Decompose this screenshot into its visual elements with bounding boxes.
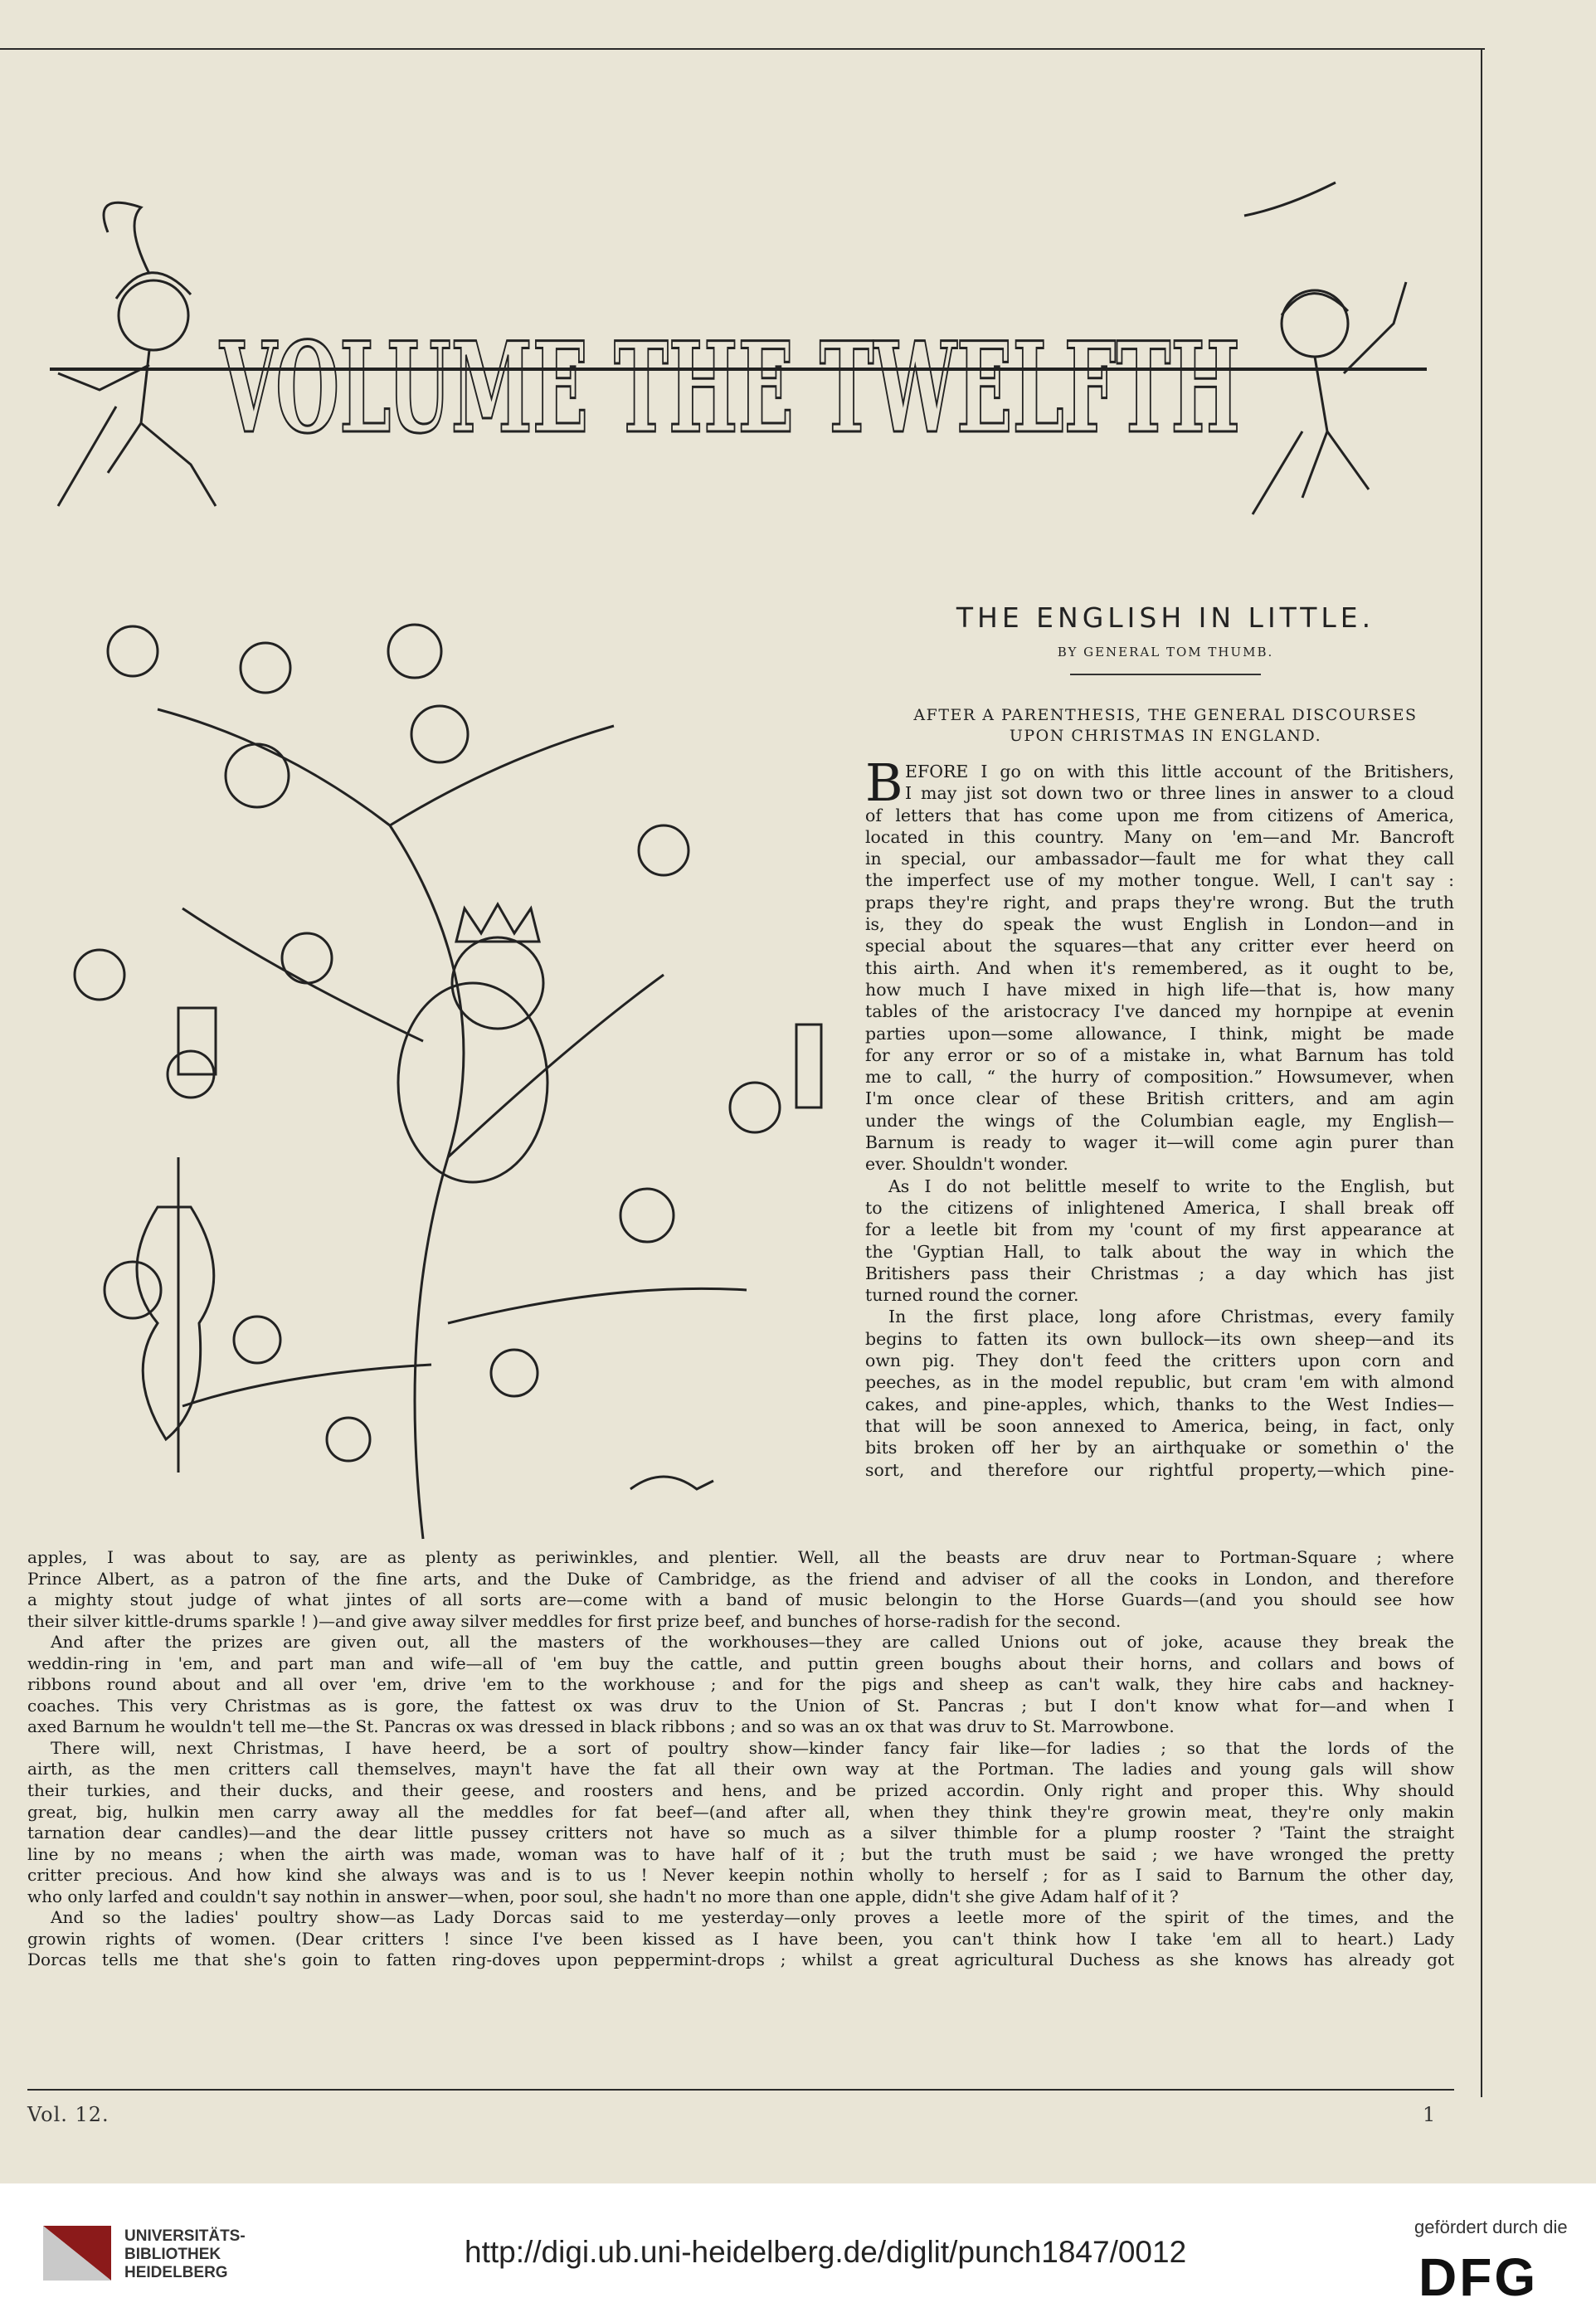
column-text-line: I may jist sot down two or three lines in answer to a cloud	[905, 783, 1454, 804]
article-column	[865, 752, 1454, 1481]
left-jester-sword	[58, 406, 116, 506]
left-jester-head	[119, 280, 188, 350]
article-full-width-text	[27, 1547, 1454, 1971]
body-text-line: great, big, hulkin men carry away all the meddles for fat beef—(and after all, when they think they're growin meat, they're only makin	[27, 1801, 1454, 1822]
central-king-figure	[398, 983, 547, 1182]
column-text-line: Britishers pass their Christmas ; a day which has jist	[865, 1263, 1454, 1283]
column-text-line: for a leetle bit from my 'count of my first appearance at	[865, 1219, 1454, 1240]
bottom-rule	[27, 2089, 1454, 2091]
body-text-line: axed Barnum he wouldn't tell me—the St. Pancras ox was dressed in black ribbons ; and so was an ox that was druv to St. Marrowbone.	[27, 1716, 1175, 1737]
column-text-line: tables of the aristocracy I've danced my hornpipe at evenin	[865, 1001, 1454, 1022]
column-text-line: in special, our ambassador—fault me for what they call	[865, 849, 1454, 869]
library-name-line-1: UNIVERSITÄTS-	[124, 2227, 246, 2245]
column-text-line: under the wings of the Columbian eagle, my English—	[865, 1110, 1454, 1131]
banner-title: VOLUME THE TWELFTH	[219, 315, 1241, 461]
body-text-line: coaches. This very Christmas as is gore, the fattest ox was druv to the Union of St. Pancras ; but I don't know what for—and when I	[27, 1695, 1454, 1716]
body-text-line: Prince Albert, as a patron of the fine arts, and the Duke of Cambridge, as the friend and adviser of all the cooks in London, and therefore	[27, 1568, 1454, 1589]
library-name-line-3: HEIDELBERG	[124, 2264, 228, 2281]
column-text-line: of letters that has come upon me from citizens of America,	[865, 805, 1454, 825]
column-text-line: sort, and therefore our rightful property,—which pine-	[865, 1459, 1454, 1480]
top-rule	[0, 48, 1485, 50]
column-text-line: EFORE I go on with this little account of the Britishers,	[905, 762, 1454, 781]
body-text-line: a mighty stout judge of what jintes of all sorts are—come with a band of music belongin to the Horse Guards—(and you should see how	[27, 1589, 1454, 1610]
article-byline: BY GENERAL TOM THUMB.	[1057, 645, 1274, 660]
library-name	[124, 2227, 246, 2282]
sprite-13	[234, 1317, 280, 1363]
sprite-5	[411, 706, 468, 762]
body-text-line: airth, as the men critters call themselves, mayn't have the fat all their own way at the Portman. The ladies and young gals will show	[27, 1759, 1454, 1779]
sprite-6	[75, 950, 124, 1000]
drop-cap: B	[865, 752, 903, 813]
body-text-line: weddin-ring in 'em, and part man and wife—all of 'em buy the cattle, and puttin green boughs about their horns, and collars and bows of	[27, 1653, 1454, 1673]
column-text-line: peeches, as in the model republic, but cram 'em with almond	[865, 1372, 1454, 1393]
source-url-link[interactable]: http://digi.ub.uni-heidelberg.de/diglit/punch1847/0012	[465, 2235, 1187, 2269]
column-text-line: As I do not belittle meself to write to the English, but	[888, 1176, 1454, 1196]
column-text-line: I'm once clear of these British critters, and am agin	[865, 1088, 1454, 1109]
body-text-line: And so the ladies' poultry show—as Lady Dorcas said to me yesterday—only proves a leetle more of the spirit of the times, and the	[51, 1907, 1454, 1928]
right-rule	[1481, 48, 1482, 2097]
body-text-line: their turkies, and their ducks, and their geese, and roosters and hens, and be prized accordin. Only right and proper this. Why should	[27, 1780, 1454, 1801]
title-rule	[1070, 674, 1261, 675]
body-text-line: line by no means ; when the airth was made, woman was to have half of it ; but the truth must be said ; we have wronged the pretty	[27, 1843, 1454, 1864]
sprite-4	[226, 744, 289, 807]
column-text-line: this airth. And when it's remembered, as it ought to be,	[865, 957, 1454, 978]
library-name-line-2: BIBLIOTHEK	[124, 2246, 221, 2263]
sprite-10	[730, 1083, 780, 1132]
bird	[630, 1477, 713, 1489]
column-text-line: that will be soon annexed to America, being, in fact, only	[865, 1415, 1454, 1436]
body-text-line: growin rights of women. (Dear critters ! since I've been kissed as I have been, you can't think how I take 'em all to heart.) Lady	[27, 1928, 1454, 1949]
tree-trunk	[158, 709, 747, 1539]
volume-number: Vol. 12.	[27, 2103, 109, 2126]
body-text-line: apples, I was about to say, are as plenty as periwinkles, and plentier. Well, all the beasts are druv near to Portman-Square ; where	[27, 1547, 1454, 1567]
sprite-3	[388, 625, 441, 678]
column-text-line: located in this country. Many on 'em—and Mr. Bancroft	[865, 826, 1454, 847]
left-jester-hat	[104, 202, 191, 299]
column-text-line: In the first place, long afore Christmas, every family	[888, 1307, 1454, 1327]
sprite-15	[327, 1418, 370, 1461]
article-title: THE ENGLISH IN LITTLE.	[956, 601, 1375, 634]
article-subhead	[863, 705, 1468, 747]
right-jester-sword	[1253, 431, 1302, 514]
body-text-line: their silver kittle-drums sparkle ! )—and give away silver meddles for first prize beef, and bunches of horse-radish for the second.	[27, 1610, 1122, 1631]
column-text-line: me to call, “ the hurry of composition.” Howsumever, when	[865, 1067, 1454, 1088]
column-text-line: Barnum is ready to wager it—will come agin purer than	[865, 1132, 1454, 1153]
body-text-line: Dorcas tells me that she's goin to fatten ring-doves upon peppermint-drops ; whilst a great agricultural Duchess as she knows has already got	[27, 1950, 1454, 1970]
column-text-line: praps they're right, and praps they're wrong. But the truth	[865, 892, 1454, 913]
column-text-line: the 'Gyptian Hall, to talk about the way in which the	[865, 1241, 1454, 1262]
library-footer-bar	[0, 2183, 1596, 2322]
body-text-line: critter precious. And how kind she always was and is to us ! Never keepin nothin wholly to herself ; for as I said to Barnum the other day,	[27, 1865, 1454, 1886]
column-text-line: special about the squares—that any critter ever heerd on	[865, 936, 1454, 957]
volume-banner-illustration	[25, 158, 1435, 539]
column-text-line: cakes, and pine-apples, which, thanks to the West Indies—	[865, 1394, 1454, 1414]
right-jester-body	[1302, 282, 1406, 498]
body-text-line: ribbons round about and all over 'em, drive 'em to the workhouse ; and for the pigs and sheep as can't walk, they hire cabs and hackney-	[27, 1674, 1454, 1695]
body-text-line: tarnation dear candles)—and the dear little pussey critters not have so much as a silver thimble for a plump rooster ? 'Taint the straight	[27, 1823, 1454, 1843]
body-text-line: who only larfed and couldn't say nothin in answer—when, poor soul, she hadn't no more than one apple, didn't she give Adam half of it ?	[27, 1886, 1179, 1906]
sprite-1	[108, 626, 158, 676]
dfg-logo: DFG	[1418, 2247, 1539, 2307]
column-text-line: to the citizens of inlightened America, I shall break off	[865, 1197, 1454, 1218]
sprite-9	[639, 825, 689, 875]
sprite-11	[620, 1189, 674, 1242]
left-jester-body	[58, 350, 216, 506]
right-jester-head	[1282, 290, 1348, 357]
sprite-12	[105, 1262, 161, 1318]
column-text-line: bits broken off her by an airthquake or somethin o' the	[865, 1438, 1454, 1458]
king-crown	[456, 904, 539, 942]
column-text-line: is, they do speak the wust English in London—and in	[865, 914, 1454, 935]
bottles	[178, 1008, 821, 1107]
library-logo-icon	[43, 2226, 111, 2281]
column-text-line: turned round the corner.	[865, 1285, 1079, 1306]
sponsor-text: gefördert durch die	[1414, 2217, 1568, 2237]
sprite-7	[282, 933, 332, 983]
column-text-line: for any error or so of a mistake in, what Barnum has told	[865, 1044, 1454, 1065]
column-text-line: parties upon—some allowance, I think, might be made	[865, 1023, 1454, 1044]
sprite-14	[491, 1350, 538, 1396]
column-text-line: ever. Shouldn't wonder.	[865, 1154, 1068, 1175]
column-text-line: how much I have mixed in high life—that is, how many	[865, 979, 1454, 1000]
subhead-line-2: UPON CHRISTMAS IN ENGLAND.	[1009, 727, 1322, 745]
column-text-line: own pig. They don't feed the critters upon corn and	[865, 1351, 1454, 1371]
column-text-line: begins to fatten its own bullock—its own sheep—and its	[865, 1328, 1454, 1349]
body-text-line: And after the prizes are given out, all the masters of the workhouses—they are called Unions out of joke, acause they break the	[51, 1632, 1454, 1653]
christmas-tree-illustration	[33, 577, 854, 1547]
subhead-line-1: AFTER A PARENTHESIS, THE GENERAL DISCOURSES	[913, 706, 1418, 724]
sprite-2	[241, 643, 290, 693]
page-number: 1	[1423, 2103, 1436, 2126]
body-text-line: There will, next Christmas, I have heerd, be a sort of poultry show—kinder fancy fair like—for ladies ; so that the lords of the	[51, 1737, 1454, 1758]
column-text-line: the imperfect use of my mother tongue. Well, I can't say :	[865, 870, 1454, 891]
